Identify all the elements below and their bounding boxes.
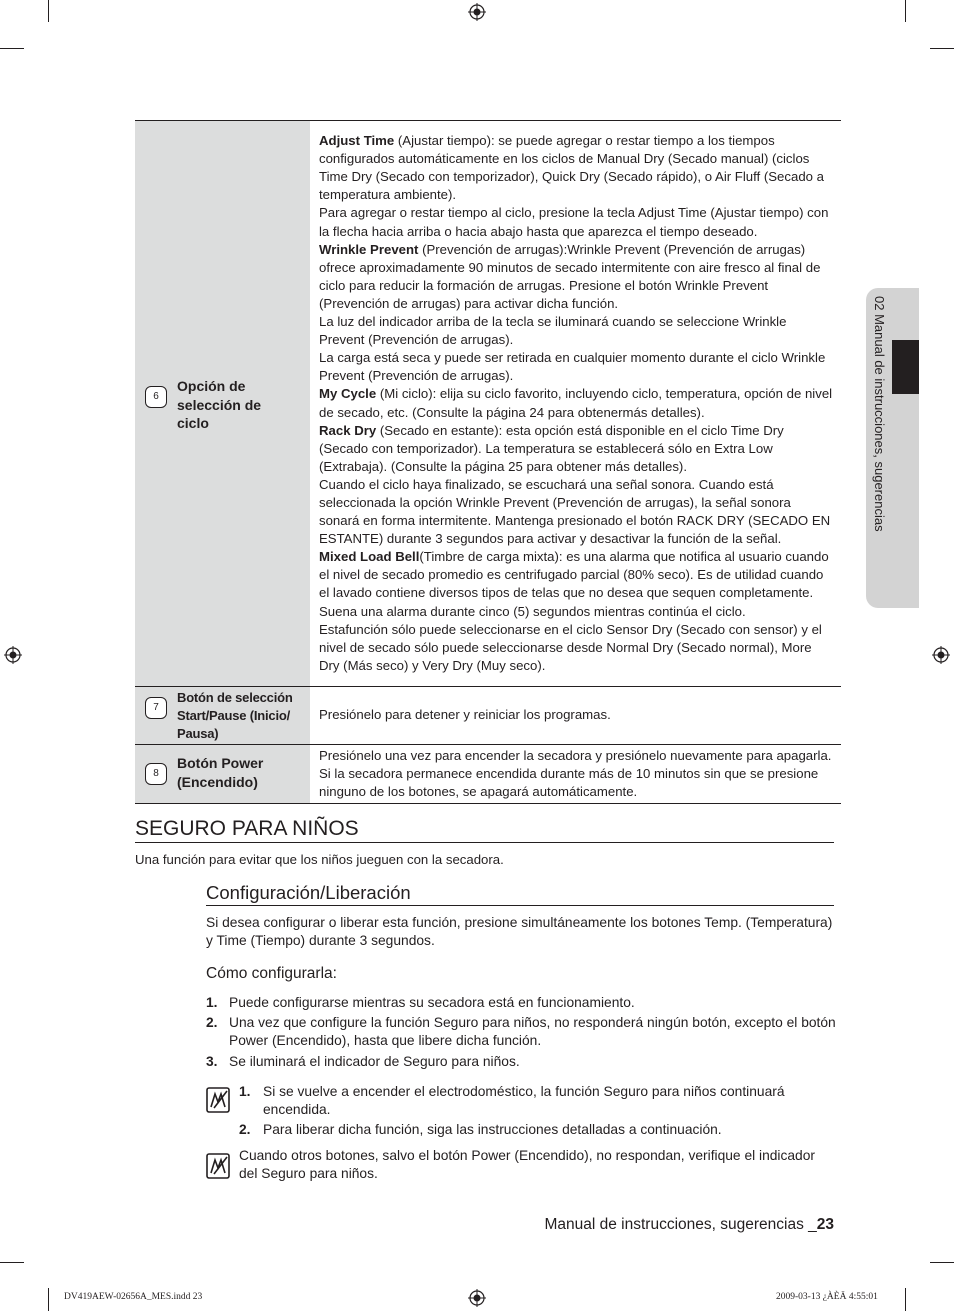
description-paragraph: Rack Dry (Secado en estante): esta opción está disponible en el ciclo Time Dry (Secado con temporizador). La temperatura se establecerá sólo en Extra Low (Extrabaja). (Consulte la página 25 para obtener más detalles). <box>319 422 784 474</box>
chapter-side-tab-label: 02 Manual de instrucciones, sugerencias <box>872 296 887 532</box>
section-intro: Una función para evitar que los niños jueguen con la secadora. <box>135 852 504 867</box>
page-number: 23 <box>816 1216 834 1233</box>
table-row-label-cell <box>135 121 310 687</box>
registration-mark-icon <box>932 646 950 664</box>
registration-mark-icon <box>468 1289 486 1307</box>
note-text: Cuando otros botones, salvo el botón Power (Encendido), no respondan, verifique el indicador del Seguro para niños. <box>239 1148 815 1182</box>
how-to-title: Cómo configurarla: <box>206 965 337 982</box>
description-paragraph: Wrinkle Prevent (Prevención de arrugas):Wrinkle Prevent (Prevención de arrugas) ofrece aproximadamente 90 minutos de secado intermitente con aire fresco al final de ciclo para reducir la formación de arrugas. Presione el botón Wrinkle Prevent (Prevención de arrugas) para activar dicha función. <box>319 241 821 311</box>
description-paragraph: Mixed Load Bell(Timbre de carga mixta): es una alarma que notifica al usuario cuando el nivel de secado promedio es centrifugado parcial (80% seco). Es de utilidad cuando el lavado contiene diversos tipos de telas que no desea que sequen completamente. Suena una alarma durante cinco (5) segundos mientras continúa el ciclo. <box>319 549 829 619</box>
subsection-rule <box>206 905 834 906</box>
section-rule <box>135 842 834 843</box>
list-item: 2. Una vez que configure la función Seguro para niños, no responderá ningún botón, excepto el botón Power (Encendido), hasta que libere dicha función. <box>206 1015 836 1049</box>
description-paragraph: La luz del indicador arriba de la tecla se iluminará cuando se seleccione Wrinkle Prevent (Prevención de arrugas). <box>319 314 787 348</box>
subsection-title: Configuración/Liberación <box>206 882 411 903</box>
subsection-text: Si desea configurar o liberar esta función, presione simultáneamente los botones Temp. (Temperatura) y Time (Tiempo) durante 3 segundos. <box>206 915 833 949</box>
item-label: Opción de selección de ciclo <box>177 378 262 431</box>
section-title: SEGURO PARA NIÑOS <box>135 817 359 840</box>
table-row <box>135 687 841 745</box>
description-paragraph: Cuando el ciclo haya finalizado, se escuchará una señal sonora. Cuando está seleccionada la opción Wrinkle Prevent (Prevención de arrugas), la señal sonora sonará en forma intermitente. Mantenga presionado el botón RACK DRY (SECADO EN ESTANTE) durante 3 segundos para activar y desactivar la función de la señal. <box>319 476 831 547</box>
table-row <box>135 121 841 687</box>
note-icon <box>206 1153 230 1179</box>
description-paragraph: La carga está seca y puede ser retirada en cualquier momento durante el ciclo Wrinkle Prevent (Prevención de arrugas). <box>319 350 826 384</box>
description-paragraph: My Cycle (Mi ciclo): elija su ciclo favorito, incluyendo ciclo, temperatura, opción de nivel de secado, etc. (Consulte la página 24 para obtenermás detalles). <box>319 386 833 420</box>
item-label: Botón Power (Encendido) <box>177 755 264 790</box>
list-item: 3. Se iluminará el indicador de Seguro para niños. <box>206 1054 520 1069</box>
page-footer: Manual de instrucciones, sugerencias _23 <box>544 1216 834 1233</box>
item-number-badge: 8 <box>145 763 167 785</box>
crop-mark <box>905 0 906 22</box>
item-number-badge: 6 <box>145 386 167 408</box>
description-paragraph: Presiónelo una vez para encender la secadora y presiónelo nuevamente para apagarla. Si la secadora permanece encendida durante más de 10 minutos sin que se presione ninguno de los botones, se apagará automáticamente. <box>319 748 832 800</box>
table-row-description-cell <box>310 745 841 804</box>
crop-mark <box>905 1288 906 1311</box>
crop-mark <box>48 0 49 22</box>
description-paragraph: Para agregar o restar tiempo al ciclo, presione la tecla Adjust Time (Ajustar tiempo) con la flecha hacia arriba o hacia abajo hasta que aparezca el tiempo deseado. <box>319 205 829 239</box>
item-number-badge: 7 <box>145 697 167 719</box>
crop-mark <box>0 1262 24 1263</box>
registration-mark-icon <box>4 646 22 664</box>
table-row-label-cell <box>135 745 310 804</box>
chapter-side-tab-marker <box>892 340 919 394</box>
description-paragraph: Estafunción sólo puede seleccionarse en el ciclo Sensor Dry (Secado con sensor) y el nivel de secado sólo puede seleccionarse desde Normal Dry (Secado normal), More Dry (Más seco) y Very Dry (Muy seco). <box>319 621 822 673</box>
crop-mark <box>930 1262 954 1263</box>
table-row-description-cell <box>310 121 841 687</box>
registration-mark-icon <box>468 3 486 21</box>
print-slug-left: DV419AEW-02656A_MES.indd 23 <box>64 1292 203 1302</box>
description-paragraph: Adjust Time (Ajustar tiempo): se puede agregar o restar tiempo a los tiempos configurados automáticamente en los ciclos de Manual Dry (Secado manual) (ciclos Time Dry (Secado con temporizador), Quick Dry (Secado rápido), o Air Fluff (Secado a temperatura ambiente). <box>319 133 824 203</box>
note-icon <box>206 1087 230 1113</box>
note-list-item: 2. Para liberar dicha función, siga las instrucciones detalladas a continuación. <box>239 1122 722 1137</box>
print-slug-right: 2009-03-13 ¿ÀÈÄ 4:55:01 <box>776 1292 878 1302</box>
feature-table <box>135 120 841 804</box>
crop-mark <box>930 48 954 49</box>
description-paragraph: Presiónelo para detener y reiniciar los programas. <box>319 707 611 723</box>
table-row <box>135 745 841 804</box>
table-row-label-cell <box>135 687 310 745</box>
item-label: Botón de selección Start/Pause (Inicio/ Pausa) <box>177 690 293 741</box>
crop-mark <box>0 48 24 49</box>
note-list-item: 1. Si se vuelve a encender el electrodoméstico, la función Seguro para niños continuará encendida. <box>239 1084 785 1118</box>
table-row-description-cell <box>310 687 841 745</box>
list-item: 1. Puede configurarse mientras su secadora está en funcionamiento. <box>206 995 635 1010</box>
crop-mark <box>48 1288 49 1311</box>
